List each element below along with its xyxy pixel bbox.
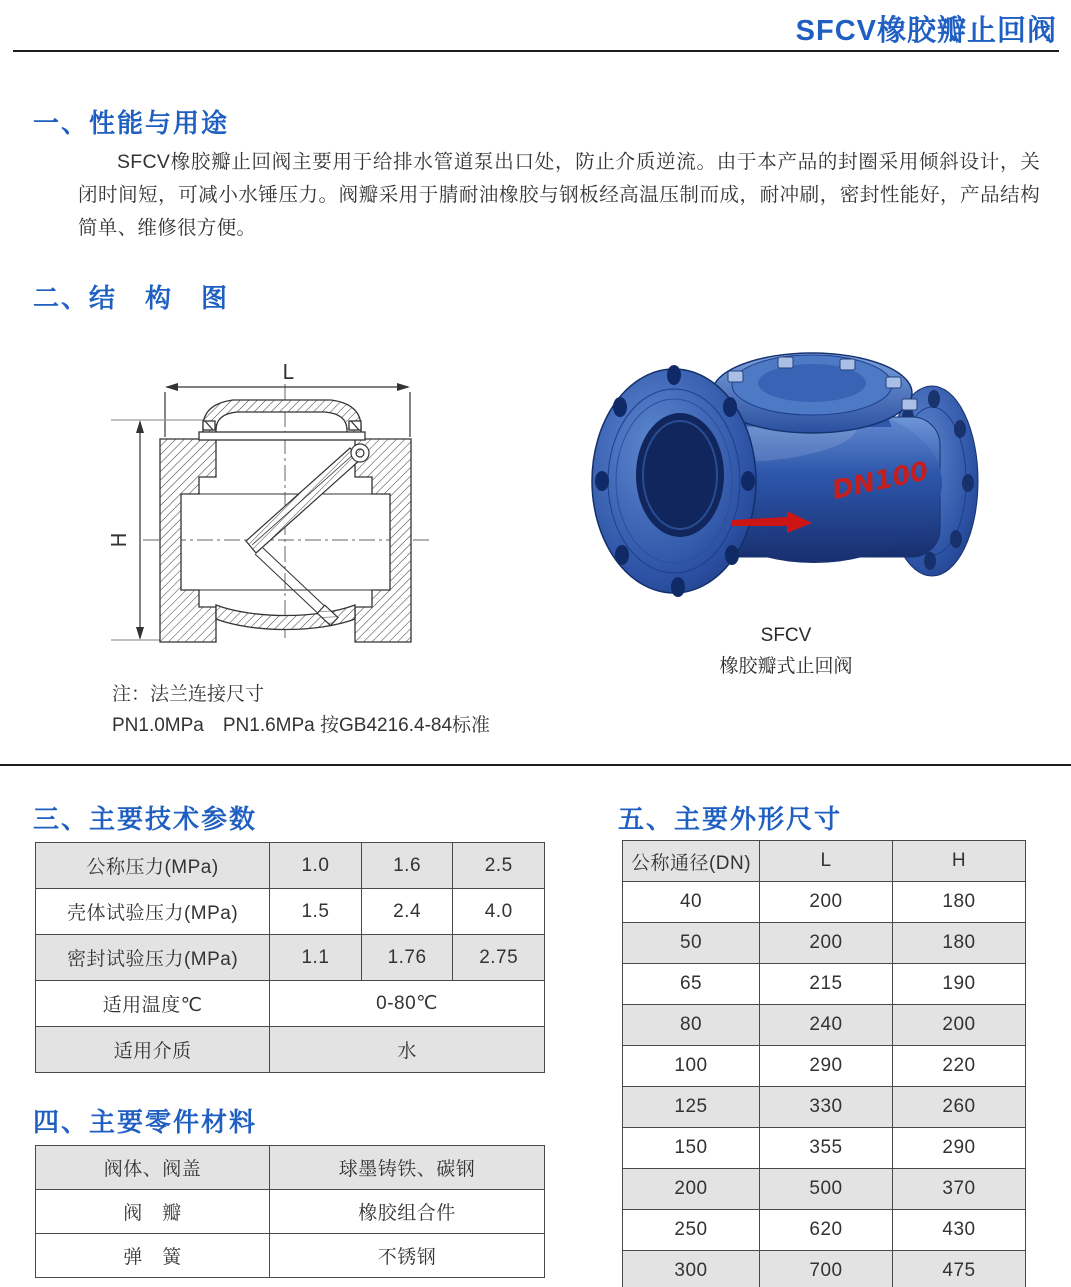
dim-height-label: H	[107, 532, 131, 548]
table-cell: 620	[760, 1210, 893, 1251]
table-cell: 475	[893, 1251, 1026, 1287]
table-cell: 370	[893, 1169, 1026, 1210]
table-row	[36, 843, 545, 889]
flange-note	[112, 679, 490, 741]
table-row	[623, 841, 1026, 882]
table-cell: 65	[623, 964, 760, 1005]
table-cell: 公称通径(DN)	[623, 841, 760, 882]
table-cell: 240	[760, 1005, 893, 1046]
section4-heading: 四、主要零件材料	[33, 1107, 258, 1137]
table-cell: 500	[760, 1169, 893, 1210]
table-cell: H	[893, 841, 1026, 882]
technical-parameters-table	[35, 842, 545, 1073]
table-cell: 40	[623, 882, 760, 923]
table-cell: 适用介质	[36, 1027, 270, 1073]
valve-section-drawing	[103, 342, 515, 674]
table-cell: 220	[893, 1046, 1026, 1087]
left-flange	[592, 365, 756, 597]
table-cell: 200	[623, 1169, 760, 1210]
materials-table	[35, 1145, 545, 1278]
table-cell: 适用温度℃	[36, 981, 270, 1027]
table-cell: 1.0	[270, 843, 362, 889]
table-cell: 1.6	[361, 843, 453, 889]
section3-heading: 三、主要技术参数	[33, 804, 258, 834]
table-cell: 290	[893, 1128, 1026, 1169]
dimension-length	[165, 360, 410, 437]
valve-product-photo	[582, 331, 990, 619]
table-cell: 190	[893, 964, 1026, 1005]
table-row	[36, 1146, 545, 1190]
table-cell: 2.5	[453, 843, 545, 889]
table-cell: 1.5	[270, 889, 362, 935]
table-cell: 阀体、阀盖	[36, 1146, 270, 1190]
table-cell: 215	[760, 964, 893, 1005]
dim-length-label: L	[282, 360, 294, 384]
table-cell: 橡胶组合件	[270, 1190, 545, 1234]
table-row	[623, 1210, 1026, 1251]
table-cell: 330	[760, 1087, 893, 1128]
note-line-1: 注：法兰连接尺寸	[112, 684, 265, 705]
table-row	[623, 1087, 1026, 1128]
table-row	[36, 981, 545, 1027]
table-cell: 700	[760, 1251, 893, 1287]
page-title: SFCV橡胶瓣止回阀	[795, 15, 1057, 47]
table-cell: 阀 瓣	[36, 1190, 270, 1234]
valve-flap-section	[246, 444, 369, 626]
dn-marking-label: DN100	[829, 456, 932, 506]
valve-photo-svg	[582, 331, 990, 619]
table-row	[623, 1046, 1026, 1087]
photo-caption-name: 橡胶瓣式止回阀	[719, 656, 853, 677]
table-row	[623, 1128, 1026, 1169]
table-row	[623, 1005, 1026, 1046]
note-line-2: PN1.0MPa PN1.6MPa 按GB4216.4-84标准	[112, 715, 491, 736]
photo-caption	[582, 620, 990, 682]
table-cell: 260	[893, 1087, 1026, 1128]
table-cell: 2.75	[453, 935, 545, 981]
table-row	[623, 923, 1026, 964]
table-cell: 180	[893, 882, 1026, 923]
table-cell: 355	[760, 1128, 893, 1169]
table-cell: 水	[270, 1027, 545, 1073]
valve-drawing-svg	[103, 342, 515, 674]
table-cell: 50	[623, 923, 760, 964]
photo-caption-model: SFCV	[760, 625, 812, 646]
table-cell: 100	[623, 1046, 760, 1087]
table-cell: 不锈钢	[270, 1234, 545, 1278]
table-cell: 80	[623, 1005, 760, 1046]
table-row	[623, 1169, 1026, 1210]
table-cell: 1.1	[270, 935, 362, 981]
table-cell: 250	[623, 1210, 760, 1251]
table-row	[36, 1234, 545, 1278]
section-divider-rule	[0, 764, 1071, 766]
table-cell: 公称压力(MPa)	[36, 843, 270, 889]
table-cell: 430	[893, 1210, 1026, 1251]
table-row	[36, 935, 545, 981]
table-row	[36, 1027, 545, 1073]
table-cell: 2.4	[361, 889, 453, 935]
table-row	[36, 1190, 545, 1234]
table-cell: 200	[760, 923, 893, 964]
table-cell: 弹 簧	[36, 1234, 270, 1278]
table-cell: 0-80℃	[270, 981, 545, 1027]
section1-paragraph: SFCV橡胶瓣止回阀主要用于给排水管道泵出口处，防止介质逆流。由于本产品的封圈采用倾斜设计，关闭时间短，可减小水锤压力。阀瓣采用于腈耐油橡胶与钢板经高温压制而成，耐冲刷，密封性能好，产品结构简单、维修很方便。	[78, 151, 1040, 239]
header-rule	[13, 50, 1059, 52]
section1-heading: 一、性能与用途	[33, 108, 230, 138]
table-row	[623, 964, 1026, 1005]
table-cell: 200	[893, 1005, 1026, 1046]
dimensions-table	[622, 840, 1026, 1287]
section5-heading: 五、主要外形尺寸	[618, 804, 843, 834]
table-cell: 300	[623, 1251, 760, 1287]
table-cell: 125	[623, 1087, 760, 1128]
table-cell: 1.76	[361, 935, 453, 981]
table-cell: 290	[760, 1046, 893, 1087]
table-cell: 4.0	[453, 889, 545, 935]
table-cell: 200	[760, 882, 893, 923]
table-row	[36, 889, 545, 935]
bonnet-bolt-icons	[203, 421, 361, 430]
table-cell: L	[760, 841, 893, 882]
table-cell: 密封试验压力(MPa)	[36, 935, 270, 981]
table-row	[623, 882, 1026, 923]
table-cell: 球墨铸铁、碳钢	[270, 1146, 545, 1190]
table-cell: 壳体试验压力(MPa)	[36, 889, 270, 935]
table-cell: 150	[623, 1128, 760, 1169]
table-row	[623, 1251, 1026, 1287]
section2-heading: 二、结 构 图	[33, 283, 230, 313]
table-cell: 180	[893, 923, 1026, 964]
